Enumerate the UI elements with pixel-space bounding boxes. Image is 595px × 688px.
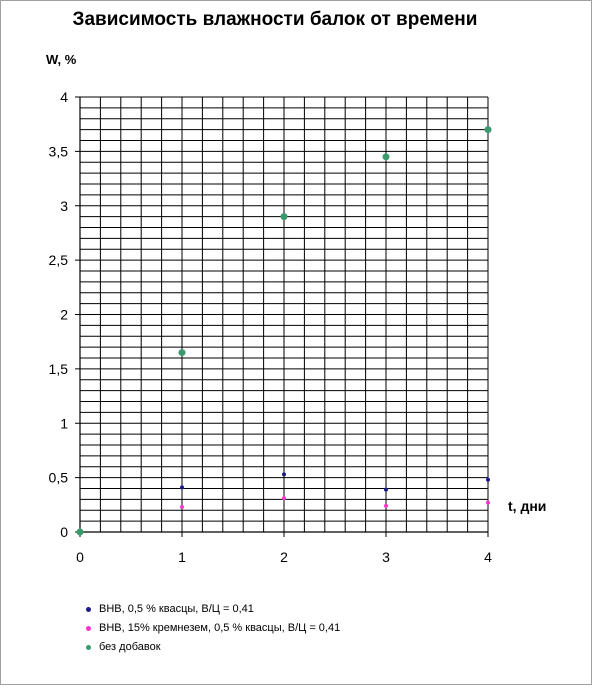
x-tick-label: 1 — [178, 549, 186, 565]
chart-title: Зависимость влажности балок от времени — [72, 9, 478, 30]
y-tick-label: 0,5 — [48, 469, 68, 486]
legend-marker — [86, 607, 91, 612]
data-point — [384, 488, 388, 492]
y-tick-label: 2 — [60, 306, 68, 323]
x-tick-label: 4 — [484, 549, 492, 565]
data-point — [77, 529, 84, 536]
data-point — [282, 472, 286, 476]
data-point — [281, 213, 288, 220]
data-point — [384, 504, 388, 508]
legend-marker — [86, 626, 91, 631]
data-point — [485, 126, 492, 133]
data-point — [486, 478, 490, 482]
tick-labels — [49, 89, 493, 565]
x-tick-label: 2 — [280, 549, 288, 565]
y-tick-label: 0 — [60, 524, 68, 540]
legend-label: ВНВ, 0,5 % квасцы, В/Ц = 0,41 — [99, 603, 254, 615]
data-point — [383, 153, 390, 160]
legend-item — [86, 600, 340, 619]
x-tick-label: 3 — [382, 549, 390, 565]
axes — [75, 97, 488, 537]
data-point — [486, 501, 490, 505]
y-tick-label: 3 — [60, 197, 68, 214]
legend-item — [86, 638, 340, 657]
data-point — [180, 485, 184, 489]
data-point — [179, 349, 186, 356]
data-point — [282, 496, 286, 500]
legend-label: без добавок — [99, 641, 161, 653]
data-point — [180, 505, 184, 509]
y-axis-label: W, % — [46, 52, 77, 67]
y-tick-label: 4 — [60, 89, 68, 105]
legend — [86, 600, 340, 657]
x-axis-label: t, дни — [508, 498, 547, 514]
y-tick-label: 2,5 — [48, 252, 68, 269]
y-tick-label: 1 — [60, 415, 68, 432]
y-tick-label: 3,5 — [48, 143, 68, 160]
y-tick-label: 1,5 — [48, 360, 68, 377]
x-tick-label: 0 — [76, 549, 84, 565]
legend-marker — [86, 645, 91, 650]
legend-item — [86, 619, 340, 638]
legend-label: ВНВ, 15% кремнезем, 0,5 % квасцы, В/Ц = 0,41 — [99, 622, 341, 634]
grid — [80, 97, 488, 532]
